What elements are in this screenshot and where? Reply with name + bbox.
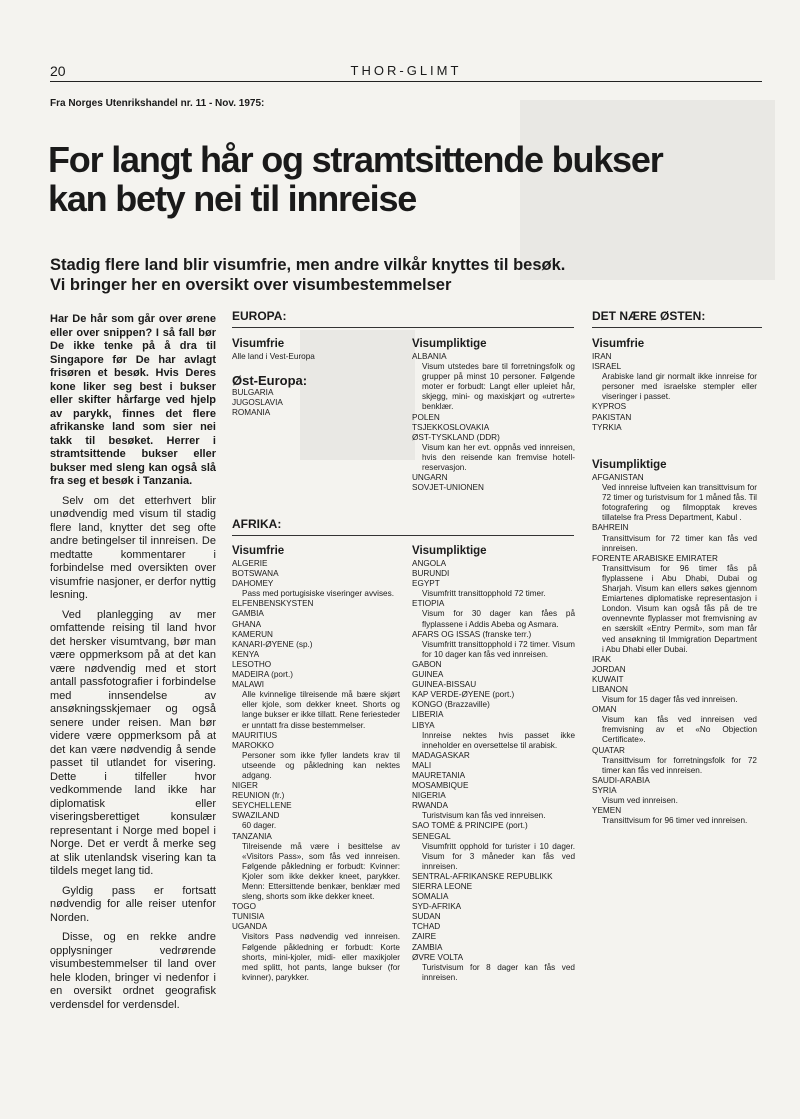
country-name: MAURETANIA <box>412 770 466 780</box>
europa-free-heading: Visumfrie <box>232 338 285 350</box>
country-note: Innreise nektes hvis passet ikke inneholder en oversettelse til arabisk. <box>422 730 575 750</box>
country-name: SIERRA LEONE <box>412 882 473 891</box>
country-name: TYRKIA <box>592 422 622 432</box>
country-note: Visum utstedes bare til forretningsfolk og grupper på minst 10 personer. Følgende moter er forbudt: Langt eller upleiet hår, skjegg, mini- og maxiskjørt og «utrerte» benklær. <box>422 362 575 412</box>
subheading-line-2: Vi bringer her en oversikt over visumbestemmelser <box>50 276 452 294</box>
intro-paragraph: Selv om det etterhvert blir unødvendig med visum til stadig flere land, knytter det seg ofte andre betingelser til innreisen. De medtatte kommentarer i forbindelse med oversikten over visumfrie nasjoner, er derfor nyttig lesning. <box>50 494 216 601</box>
country-name: SWAZILAND <box>232 811 280 821</box>
country-name: PAKISTAN <box>592 412 632 422</box>
country-name: SAO TOMÉ & PRINCIPE (port.) <box>412 821 528 831</box>
country-note: Tilreisende må være i besittelse av «Visitors Pass», som fås ved innreisen. Følgende påkledning er forbudt: Kvinner: Kjoler som ikke dekker kneet, parykker. Menn: Ettersittende benkær, benklær med sleng, shorts som ikke dekker kneet. <box>242 841 400 902</box>
country-name: DAHOMEY <box>232 579 274 589</box>
country-note: Visumfritt transittopphold i 72 timer. Visum for 10 dager kan fås ved innreisen. <box>422 639 575 659</box>
page-number: 20 <box>50 63 66 79</box>
country-name: SYD-AFRIKA <box>412 902 462 912</box>
intro-paragraph: Gyldig pass er fortsatt nødvendig for alle reiser utenfor Norden. <box>50 884 216 924</box>
country-name: MADEIRA (port.) <box>232 670 293 680</box>
country-name: SENEGAL <box>412 831 451 841</box>
country-note: Turistvisum kan fås ved innreisen. <box>422 811 546 821</box>
section-heading-naere-osten: DET NÆRE ØSTEN: <box>592 309 762 328</box>
country-name: KYPROS <box>592 402 627 412</box>
intro-paragraph: Ved planlegging av mer omfattende reising til land hvor det hersker visumtvang, bør man være oppmerksom på at det kan være nødvendig med et stort antall passfotografier i forbindelse med innsendelse av ansøkningsskjemaer og også senere under reisen. Man bør videre være oppmerksom på at det kan være nødvendig å sende passet til utlandet for visering. Dette i tilfeller hvor vedkommende land ikke har diplomatisk eller viseringsberettiget konsulær representant i Norge med bopel i Norge. Det er verdt å merke seg at slik utenlandsk visering kan ta tildels meget lang tid. <box>50 608 216 877</box>
country-name: ALGERIE <box>232 559 268 568</box>
country-name: SAUDI-ARABIA <box>592 775 650 785</box>
country-name: ZAIRE <box>412 932 437 942</box>
afrika-free-column <box>232 542 400 983</box>
country-name: BURUNDI <box>412 569 450 579</box>
country-name: AFARS OG ISSAS (franske terr.) <box>412 629 532 639</box>
country-name: KANARI-ØYENE (sp.) <box>232 639 313 649</box>
country-name: SENTRAL-AFRIKANSKE REPUBLIKK <box>412 871 553 881</box>
country-note: Arabiske land gir normalt ikke innreise for personer med israelske stempler eller viseringer i passet. <box>602 372 757 402</box>
country-name: TOGO <box>232 902 256 912</box>
east-europe-heading: Øst-Europa: <box>232 373 308 389</box>
country-note: Visumfritt transittopphold 72 timer. <box>422 589 546 599</box>
headline-line-2: kan bety nei til innreise <box>48 178 417 219</box>
intro-lead: Har De hår som går over ørene eller over snippen? I så fall bør De ikke tenke på å dra til Singapore før De har avlagt frisøren et besøk. Hvis Deres kone liker seg best i bukser eller skifter hårfarge ved hjelp av parykk, finnes det flere afrikanske land som sier nei takk til besøket. Herrer i stramtsittende bukser eller bukser med sleng kan også slå fra seg et besøk i Tanzania. <box>50 313 216 487</box>
country-name: TANZANIA <box>232 831 272 841</box>
naere-osten-free-column <box>592 335 757 433</box>
country-note: Transittvisum for 96 timer fås på flyplassene i Abu Dhabi, Dubai og Sharjah. Visum kan ellers søkes gjennom Emiartenes diplomatiske representasjon i London. Visum kan også fås på de tre ovennevnte flyplasser mot fremvisning av en særskilt «Entry Permit», som man får ved ansøkning til Immigration Department i Abu Dhabi eller Dubai. <box>602 563 757 654</box>
country-name: ISRAEL <box>592 362 622 372</box>
country-name: QUATAR <box>592 745 625 755</box>
country-name: ELFENBENSKYSTEN <box>232 599 314 609</box>
country-name: UGANDA <box>232 922 268 932</box>
country-name: ANGOLA <box>412 559 447 568</box>
country-name: MOSAMBIQUE <box>412 781 469 791</box>
country-name: NIGER <box>232 781 258 791</box>
country-name: SYRIA <box>592 785 617 795</box>
intro-paragraph: Disse, og en rekke andre opplysninger vedrørende visumbestemmelser til land over hele kloden, bringer vi nedenfor i en oversikt ordnet geografisk verdensdel for verdensdel. <box>50 931 216 1011</box>
country-name: IRAK <box>592 654 612 664</box>
country-name: TUNISIA <box>232 912 265 922</box>
country-name: KAMERUN <box>232 629 273 639</box>
source-line: Fra Norges Utenrikshandel nr. 11 - Nov. 1975: <box>50 98 265 109</box>
country-name: RWANDA <box>412 801 448 811</box>
country-name: TCHAD <box>412 922 441 932</box>
country-name: LESOTHO <box>232 659 272 669</box>
country-name: ROMANIA <box>232 408 271 418</box>
page-header <box>50 63 762 82</box>
naere-osten-required-column <box>592 456 757 826</box>
article-subheading <box>50 255 765 295</box>
country-name: ØVRE VOLTA <box>412 952 464 962</box>
country-name: BULGARIA <box>232 388 274 398</box>
country-name: KAP VERDE-ØYENE (port.) <box>412 690 515 700</box>
headline-line-1: For langt hår og stramtsittende bukser <box>48 139 663 180</box>
country-name: BAHREIN <box>592 523 629 533</box>
country-note: Transittvisum for 72 timer kan fås ved innreisen. <box>602 533 757 553</box>
naere-osten-free-heading: Visumfrie <box>592 338 645 350</box>
country-name: KENYA <box>232 649 260 659</box>
country-note: Alle kvinnelige tilreisende må bære skjørt eller kjole, som dekker kneet. Shorts og lange bukser er ikke tillatt. Rene feriesteder er unntatt fra disse bestemmelser. <box>242 690 400 730</box>
country-name: IRAN <box>592 352 612 361</box>
country-name: LIBANON <box>592 684 628 694</box>
country-note: Turistvisum for 8 dager kan fås ved innreisen. <box>422 962 575 982</box>
magazine-title: THOR-GLIMT <box>350 63 462 78</box>
country-note: Pass med portugisiske viseringer avvises. <box>242 589 394 599</box>
afrika-required-heading: Visumpliktige <box>412 545 487 557</box>
country-name: SEYCHELLENE <box>232 801 292 811</box>
country-name: ØST-TYSKLAND (DDR) <box>412 432 500 442</box>
country-name: KUWAIT <box>592 674 624 684</box>
country-name: ETIOPIA <box>412 599 445 609</box>
country-name: LIBERIA <box>412 710 444 720</box>
country-name: UNGARN <box>412 473 448 483</box>
country-name: NIGERIA <box>412 791 446 801</box>
country-note: 60 dager. <box>242 821 277 831</box>
section-heading-europa: EUROPA: <box>232 309 574 328</box>
country-name: AFGANISTAN <box>592 473 644 482</box>
country-name: SOMALIA <box>412 892 449 902</box>
country-note: Visum for 15 dager fås ved innreisen. <box>602 695 738 705</box>
country-note: Visum kan her evt. oppnås ved innreisen, hvis den reisende kan fremvise hotell-reservasjon. <box>422 442 575 473</box>
europa-free-text: Alle land i Vest-Europa <box>232 352 315 361</box>
country-note: Visum kan fås ved innreisen ved fremvisning av et «No Objection Certificate». <box>602 715 757 745</box>
section-heading-afrika: AFRIKA: <box>232 517 574 536</box>
country-name: SUDAN <box>412 912 441 922</box>
country-name: MALI <box>412 760 432 770</box>
country-name: MAROKKO <box>232 740 274 750</box>
country-name: LIBYA <box>412 720 435 730</box>
afrika-free-heading: Visumfrie <box>232 545 285 557</box>
country-note: Visumfritt opphold for turister i 10 dager. Visum for 3 måneder kan fås ved innreisen. <box>422 841 575 871</box>
country-name: YEMEN <box>592 806 622 816</box>
country-name: POLEN <box>412 412 440 422</box>
article-headline <box>48 139 663 219</box>
country-note: Transittvisum for 96 timer ved innreisen. <box>602 816 748 826</box>
country-name: SOVJET-UNIONEN <box>412 483 484 493</box>
country-name: OMAN <box>592 705 617 715</box>
country-name: ALBANIA <box>412 352 447 361</box>
country-name: JUGOSLAVIA <box>232 398 283 408</box>
country-name: REUNION (fr.) <box>232 791 285 801</box>
europa-required-column <box>412 335 575 493</box>
country-name: ZAMBIA <box>412 942 443 952</box>
naere-osten-required-heading: Visumpliktige <box>592 459 667 471</box>
country-name: GAMBIA <box>232 609 264 619</box>
country-name: MAURITIUS <box>232 730 278 740</box>
country-note: Transittvisum for forretningsfolk for 72 timer kan fås ved innreisen. <box>602 755 757 775</box>
country-note: Visum ved innreisen. <box>602 796 678 805</box>
subheading-line-1: Stadig flere land blir visumfrie, men andre vilkår knyttes til besøk. <box>50 256 566 274</box>
country-name: TSJEKKOSLOVAKIA <box>412 422 490 432</box>
country-note: Visitors Pass nødvendig ved innreisen. Følgende påkledning er forbudt: Korte shorts, mini-kjoler, midi- eller maxikjoler med splitt, hot pants, lange bukser (for kvinner), parykker. <box>242 932 400 982</box>
country-name: GUINEA <box>412 670 444 680</box>
country-name: EGYPT <box>412 579 440 589</box>
country-name: GUINEA-BISSAU <box>412 680 477 690</box>
country-note: Visum for 30 dager kan fåes på flyplassene i Addis Abeba og Asmara. <box>422 609 575 629</box>
country-note: Ved innreise luftveien kan transittvisum for 72 timer og turistvisum for 1 måned fås. Til fotografering og filmopptak kreves tillatelse fra Press Department, Kabul . <box>602 483 757 523</box>
country-name: JORDAN <box>592 664 626 674</box>
country-name: MADAGASKAR <box>412 750 470 760</box>
country-name: KONGO (Brazzaville) <box>412 700 490 710</box>
europa-required-heading: Visumpliktige <box>412 338 487 350</box>
europa-free-column <box>232 335 400 418</box>
country-name: FORENTE ARABISKE EMIRATER <box>592 553 718 563</box>
country-name: GHANA <box>232 619 262 629</box>
intro-column <box>50 313 216 1018</box>
country-name: BOTSWANA <box>232 569 279 579</box>
country-name: GABON <box>412 659 442 669</box>
afrika-required-column <box>412 542 575 983</box>
country-name: MALAWI <box>232 680 264 690</box>
country-note: Personer som ikke fyller landets krav til utseende og påkledning kan nektes adgang. <box>242 750 400 780</box>
